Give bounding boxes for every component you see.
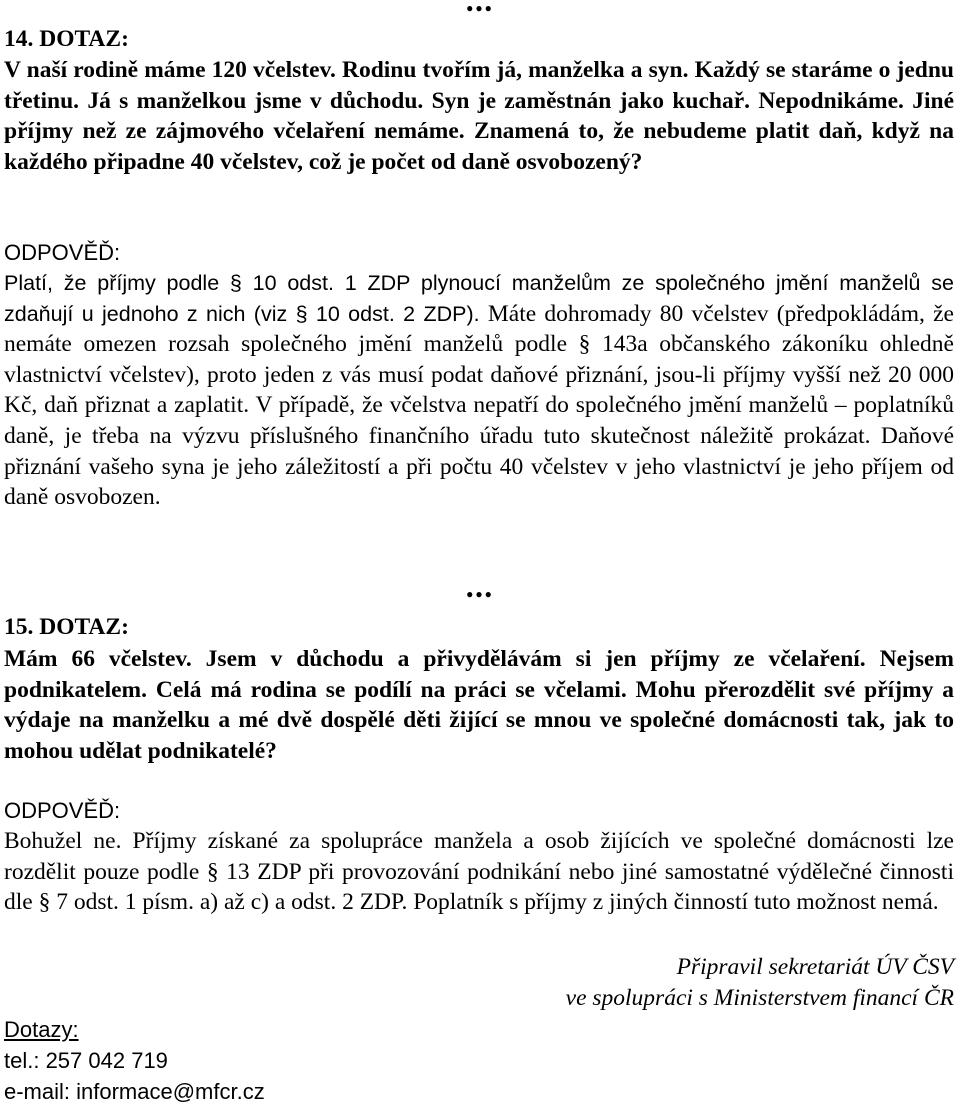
answer-14-part1: Platí, že příjmy podle § 10 odst. 1 ZDP plynoucí manželům ze společného jmění manželů se zdaňují u jednoho z nich (viz § 10 odst. 2 ZDP).: [4, 271, 954, 326]
contact-block: [4, 1014, 265, 1107]
separator-dots: ●●●: [466, 1, 494, 15]
answer-14-label: ODPOVĚĎ:: [4, 240, 121, 265]
answer-14-part2: Máte dohromady 80 včelstev (předpokládám, že nemáte omezen rozsah společného jmění manželů podle § 143a občanského zákoníku ohledně vlastnictví včelstev), proto jeden z vás musí podat daňové přiznání, jsou-li příjmy vyšší než 20 000 Kč, daň přiznat a zaplatit. V případě, že včelstva nepatří do společného jmění manželů – poplatníků daně, je třeba na výzvu příslušného finančního úřadu tuto skutečnost náležitě prokázat. Daňové přiznání vašeho syna je jeho záležitostí a při počtu 40 včelstev v jeho vlastnictví je jeho příjem od daně osvobozen.: [4, 300, 954, 511]
question-14-title: 14. DOTAZ:: [4, 26, 129, 52]
contact-email[interactable]: e-mail: informace@mfcr.cz: [4, 1079, 265, 1104]
signature-line-2: ve spolupráci s Ministerstvem financí ČR: [565, 985, 954, 1011]
contact-phone: tel.: 257 042 719: [4, 1048, 168, 1073]
answer-15-label: ODPOVĚĎ:: [4, 798, 121, 823]
separator-dots: ●●●: [466, 587, 494, 601]
answer-15-text: Bohužel ne. Příjmy získané za spolupráce manžela a osob žijících ve společné domácnosti lze rozdělit pouze podle § 13 ZDP při provozování podnikání nebo jiné samostatné výdělečné činnosti dle § 7 odst. 1 písm. a) až c) a odst. 2 ZDP. Poplatník s příjmy z jiných činností tuto možnost nemá.: [4, 828, 954, 916]
answer-14-text: [4, 268, 954, 513]
signature-line-1: Připravil sekretariát ÚV ČSV: [676, 954, 954, 980]
question-14-text: V naší rodině máme 120 včelstev. Rodinu tvořím já, manželka a syn. Každý se staráme o jednu třetinu. Já s manželkou jsme v důchodu. Syn je zaměstnán jako kuchař. Nepodnikáme. Jiné příjmy než ze zájmového včelaření nemáme. Znamená to, že nebudeme platit daň, když na každého připadne 40 včelstev, což je počet od daně osvobozený?: [4, 57, 954, 175]
question-15-text: Mám 66 včelstev. Jsem v důchodu a přivydělávám si jen příjmy ze včelaření. Nejsem podnikatelem. Celá má rodina se podílí na práci se včelami. Mohu přerozdělit své příjmy a výdaje na manželku a mé dvě dospělé děti žijící se mnou ve společné domácnosti tak, jak to mohou udělat podnikatelé?: [4, 646, 954, 764]
question-15-title: 15. DOTAZ:: [4, 614, 129, 640]
contact-label: Dotazy:: [4, 1017, 79, 1042]
